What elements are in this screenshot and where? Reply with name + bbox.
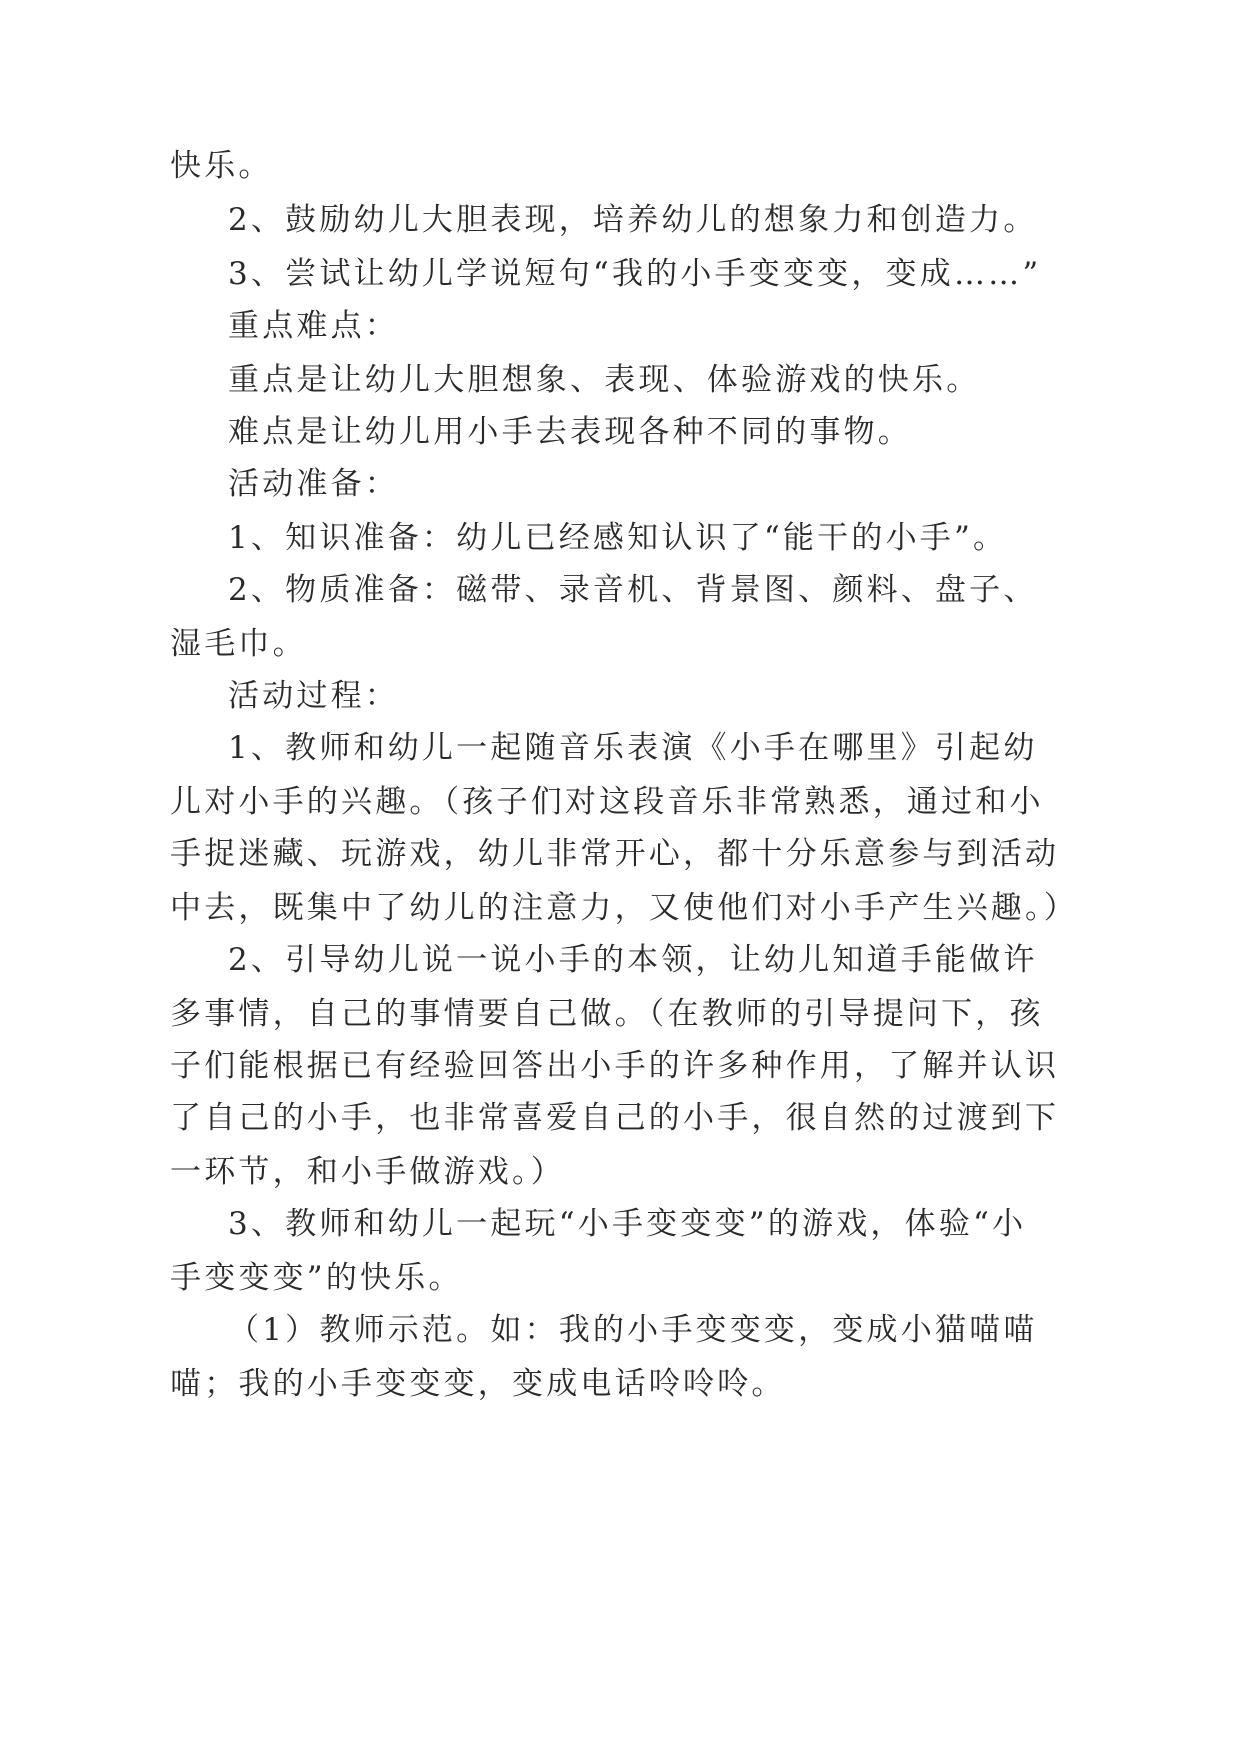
text-line: 中去，既集中了幼儿的注意力，又使他们对小手产生兴趣。） <box>170 890 1078 926</box>
section-heading: 重点难点： <box>228 308 399 344</box>
text-line: 喵；我的小手变变变，变成电话呤呤呤。 <box>170 1366 786 1402</box>
text-line: 儿对小手的兴趣。（孩子们对这段音乐非常熟悉，通过和小 <box>170 784 1044 820</box>
text-line: 2、引导幼儿说一说小手的本领，让幼儿知道手能做许 <box>228 942 1038 978</box>
text-line: 1、教师和幼儿一起随音乐表演《小手在哪里》引起幼 <box>228 730 1038 766</box>
text-line: （1）教师示范。如：我的小手变变变，变成小猫喵喵 <box>228 1312 1038 1348</box>
section-heading: 活动准备： <box>228 466 399 502</box>
section-heading: 活动过程： <box>228 678 399 714</box>
text-line: 湿毛巾。 <box>170 626 307 662</box>
text-line: 快乐。 <box>170 148 273 184</box>
text-line: 多事情，自己的事情要自己做。（在教师的引导提问下，孩 <box>170 996 1044 1032</box>
text-line: 2、物质准备：磁带、录音机、背景图、颜料、盘子、 <box>228 572 1038 608</box>
text-line: 难点是让幼儿用小手去表现各种不同的事物。 <box>228 414 912 450</box>
text-line: 2、鼓励幼儿大胆表现，培养幼儿的想象力和创造力。 <box>228 202 1038 238</box>
text-line: 手变变变”的快乐。 <box>170 1260 463 1296</box>
text-line: 1、知识准备：幼儿已经感知认识了“能干的小手”。 <box>228 520 1008 556</box>
text-line: 3、尝试让幼儿学说短句“我的小手变变变，变成……” <box>228 256 1042 292</box>
text-line: 重点是让幼儿大胆想象、表现、体验游戏的快乐。 <box>228 362 981 398</box>
text-line: 子们能根据已有经验回答出小手的许多种作用，了解并认识 <box>170 1048 1060 1084</box>
text-line: 手捉迷藏、玩游戏，幼儿非常开心，都十分乐意参与到活动 <box>170 836 1060 872</box>
text-line: 一环节，和小手做游戏。） <box>170 1154 565 1190</box>
text-line: 了自己的小手，也非常喜爱自己的小手，很自然的过渡到下 <box>170 1100 1060 1136</box>
text-line: 3、教师和幼儿一起玩“小手变变变”的游戏，体验“小 <box>228 1206 1027 1242</box>
